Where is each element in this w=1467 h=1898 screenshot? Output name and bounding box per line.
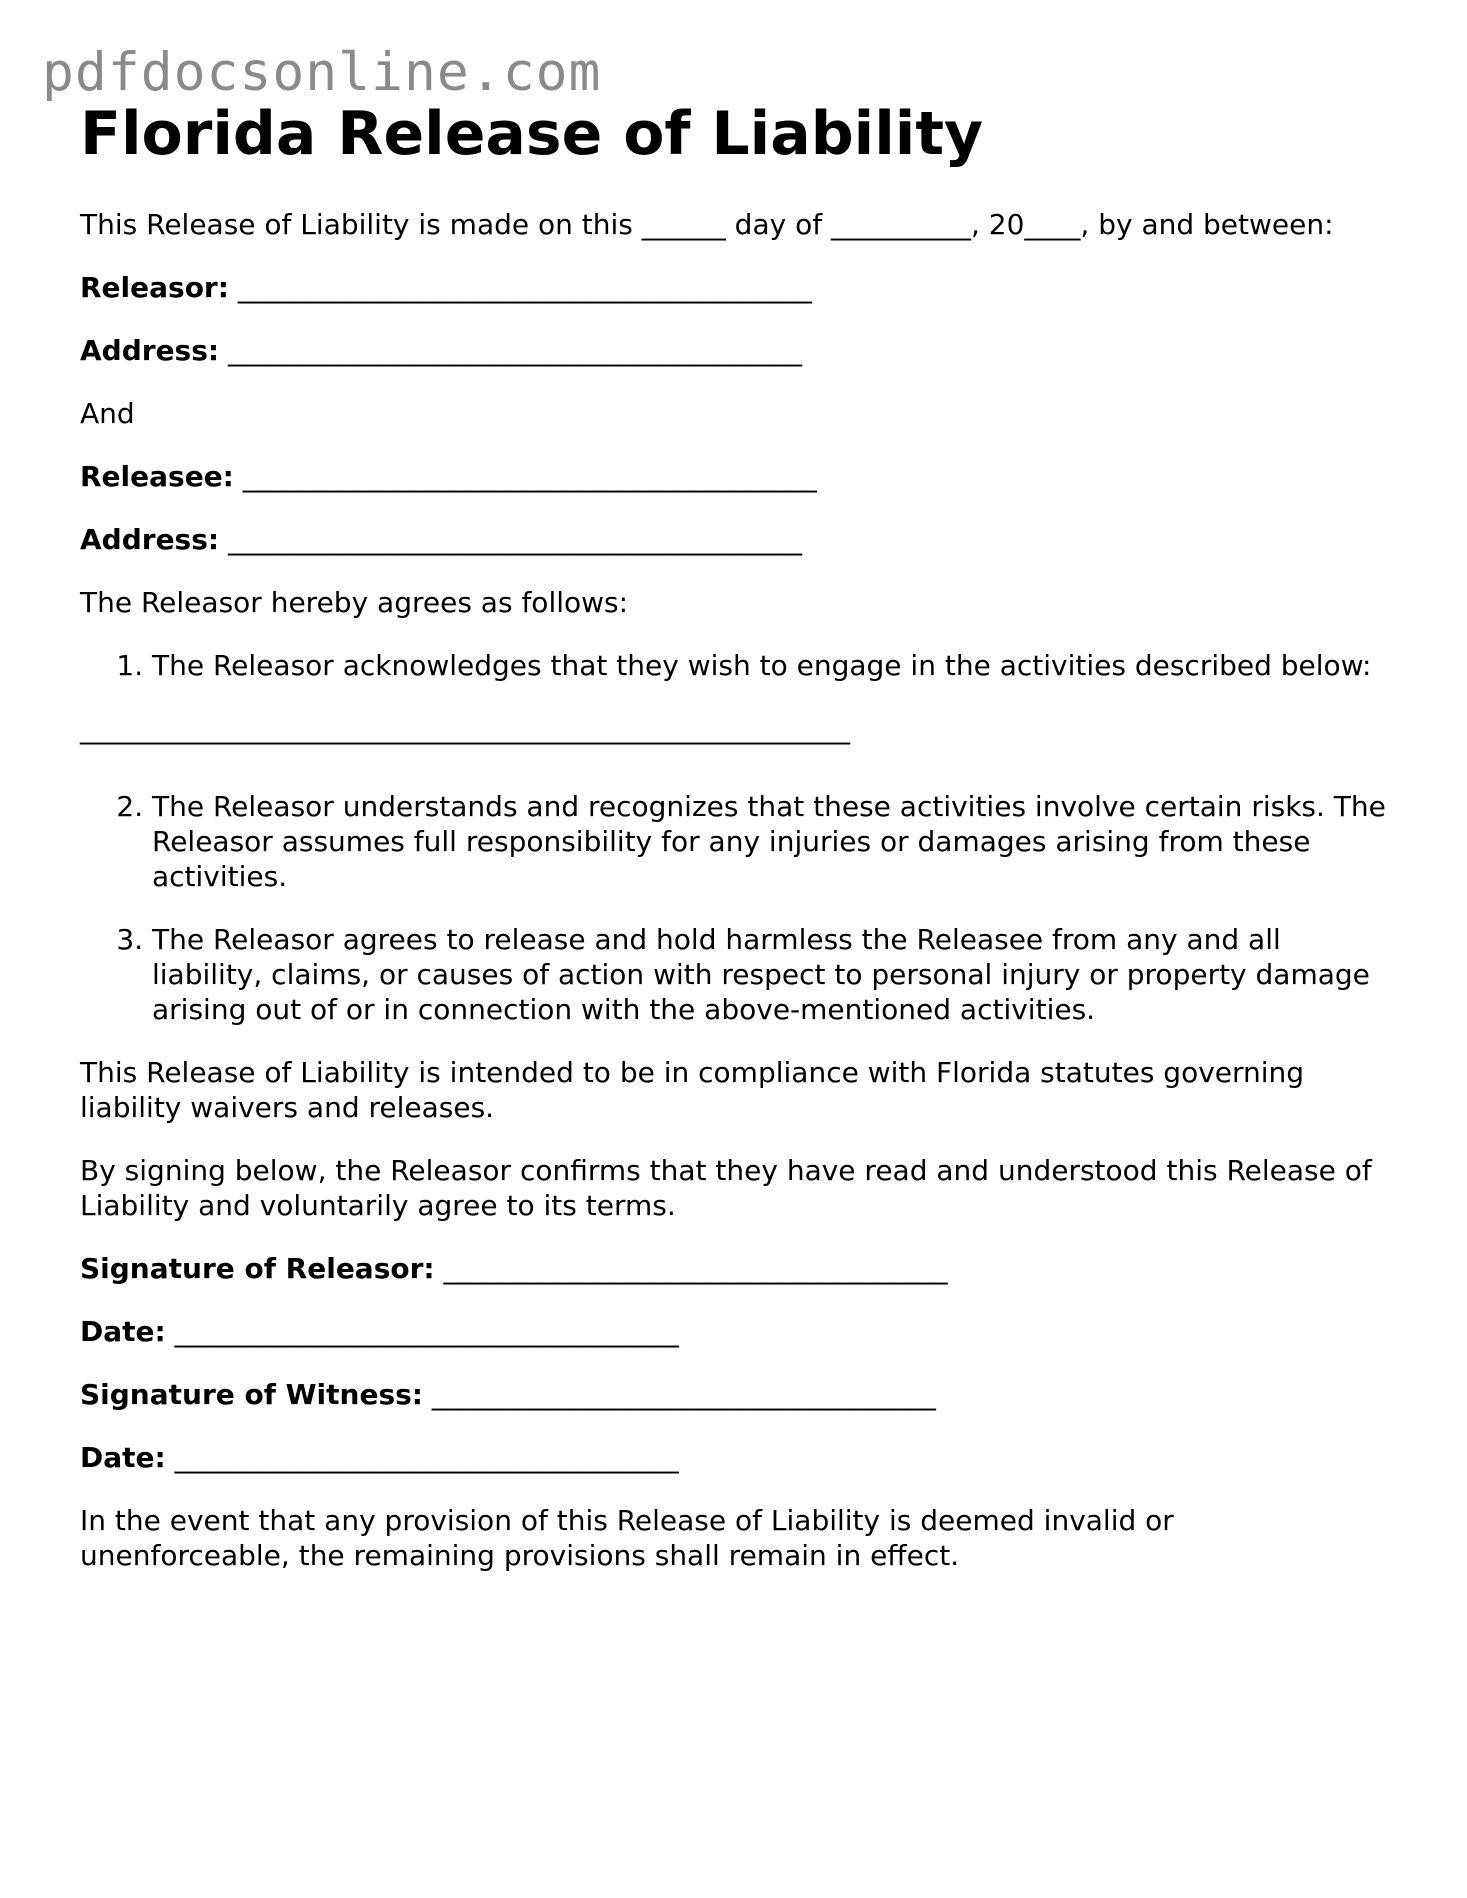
releasor-signature-blank[interactable]: ____________________________________ [443,1252,948,1285]
compliance-paragraph: This Release of Liability is intended to be in compliance with Florida statutes governing liability waivers and releases. [80,1056,1305,1124]
witness-signature-label: Signature of Witness: [80,1378,423,1411]
intro-paragraph: This Release of Liability is made on this ______ day of __________, 20____, by and between: [80,208,1334,241]
releasor-field [80,270,1390,305]
releasor-label: Releasor: [80,271,229,304]
releasee-blank[interactable]: _________________________________________ [242,460,817,493]
document-body [80,207,1390,1601]
date-blank-1[interactable]: ____________________________________ [174,1315,679,1348]
date-label-2: Date: [80,1441,166,1474]
releasor-address-field [80,333,1390,368]
releasor-signature-field [80,1251,1390,1286]
and-text: And [80,397,135,430]
list-item: 1. The Releasor acknowledges that they wish to engage in the activities described below: [152,648,1390,683]
witness-signature-field [80,1377,1390,1412]
terms-list [80,648,1390,683]
watermark: pdfdocsonline.com [42,42,602,103]
list-item: 2. The Releasor understands and recognizes that these activities involve certain risks. The Releasor assumes full responsibility for any injuries or damages arising from these activities. [152,789,1390,894]
date-label-1: Date: [80,1315,166,1348]
confirm-paragraph: By signing below, the Releasor confirms that they have read and understood this Release of Liability and voluntarily agree to its terms. [80,1154,1372,1222]
date-field-1 [80,1314,1390,1349]
page-title: Florida Release of Liability [80,99,984,169]
list-item: 3. The Releasor agrees to release and hold harmless the Releasee from any and all liability, claims, or causes of action with respect to personal injury or property damage arising out of or in connection with the above-mentioned activities. [152,922,1390,1027]
activity-blank[interactable]: _______________________________________________________ [80,712,850,745]
severability-paragraph: In the event that any provision of this Release of Liability is deemed invalid or unenforceable, the remaining provisions shall remain in effect. [80,1504,1174,1572]
releasee-address-field [80,522,1390,557]
releasee-label: Releasee: [80,460,234,493]
witness-signature-blank[interactable]: ____________________________________ [431,1378,936,1411]
releasor-address-blank[interactable]: _________________________________________ [228,334,802,367]
agrees-paragraph: The Releasor hereby agrees as follows: [80,586,629,619]
releasee-address-label: Address: [80,523,220,556]
releasor-blank[interactable]: _________________________________________ [237,271,812,304]
releasor-signature-label: Signature of Releasor: [80,1252,435,1285]
date-field-2 [80,1440,1390,1475]
releasee-field [80,459,1390,494]
releasor-address-label: Address: [80,334,220,367]
releasee-address-blank[interactable]: _________________________________________ [228,523,802,556]
terms-list-continued [80,789,1390,1027]
date-blank-2[interactable]: ____________________________________ [174,1441,679,1474]
